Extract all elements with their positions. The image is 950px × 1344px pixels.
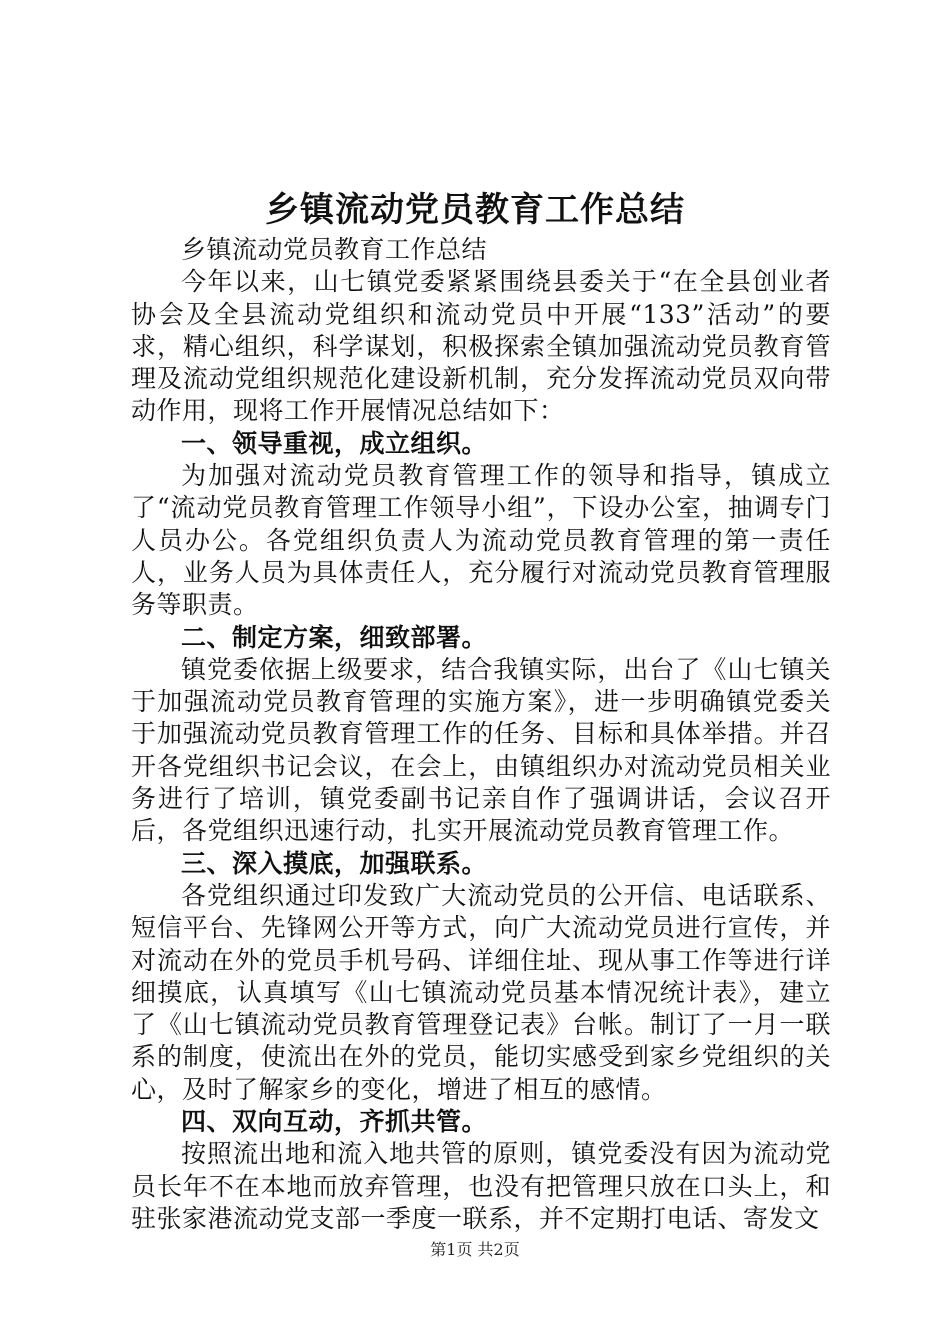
- body-paragraph-section-1: 为加强对流动党员教育管理工作的领导和指导，镇成立了“流动党员教育管理工作领导小组”，下设办公室，抽调专门人员办公。各党组织负责人为流动党员教育管理的第一责任人，业务人员为具体责任人，充分履行对流动党员教育管理服务等职责。: [131, 461, 831, 620]
- page-footer: 第1页 共2页: [430, 1240, 520, 1259]
- section-heading-2: 二、制定方案，细致部署。: [181, 622, 488, 652]
- section-heading-4: 四、双向互动，齐抓共管。: [181, 1107, 488, 1137]
- section-heading-3: 三、深入摸底，加强联系。: [181, 848, 488, 878]
- document-body: [131, 234, 831, 1235]
- document-title: 乡镇流动党员教育工作总结: [265, 190, 685, 230]
- body-paragraph-section-4: 按照流出地和流入地共管的原则，镇党委没有因为流动党员长年不在本地而放弃管理，也没有把管理只放在口头上，和驻张家港流动党支部一季度一联系，并不定期打电话、寄发文: [131, 1139, 831, 1233]
- body-paragraph-intro: 今年以来，山七镇党委紧紧围绕县委关于“在全县创业者协会及全县流动党组织和流动党员中开展“133”活动”的要求，精心组织，科学谋划，积极探索全镇加强流动党员教育管理及流动党组织规范化建设新机制，充分发挥流动党员双向带动作用，现将工作开展情况总结如下：: [131, 267, 831, 426]
- section-heading-1: 一、领导重视，成立组织。: [181, 428, 488, 458]
- body-paragraph-section-3: 各党组织通过印发致广大流动党员的公开信、电话联系、短信平台、先锋网公开等方式，向广大流动党员进行宣传，并对流动在外的党员手机号码、详细住址、现从事工作等进行详细摸底，认真填写《山七镇流动党员基本情况统计表》，建立了《山七镇流动党员教育管理登记表》台帐。制订了一月一联系的制度，使流出在外的党员，能切实感受到家乡党组织的关心，及时了解家乡的变化，增进了相互的感情。: [131, 880, 831, 1104]
- body-paragraph-subtitle: 乡镇流动党员教育工作总结: [181, 235, 488, 264]
- body-paragraph-section-2: 镇党委依据上级要求，结合我镇实际，出台了《山七镇关于加强流动党员教育管理的实施方案》，进一步明确镇党委关于加强流动党员教育管理工作的任务、目标和具体举措。并召开各党组织书记会议，在会上，由镇组织办对流动党员相关业务进行了培训，镇党委副书记亲自作了强调讲话，会议召开后，各党组织迅速行动，扎实开展流动党员教育管理工作。: [131, 654, 831, 846]
